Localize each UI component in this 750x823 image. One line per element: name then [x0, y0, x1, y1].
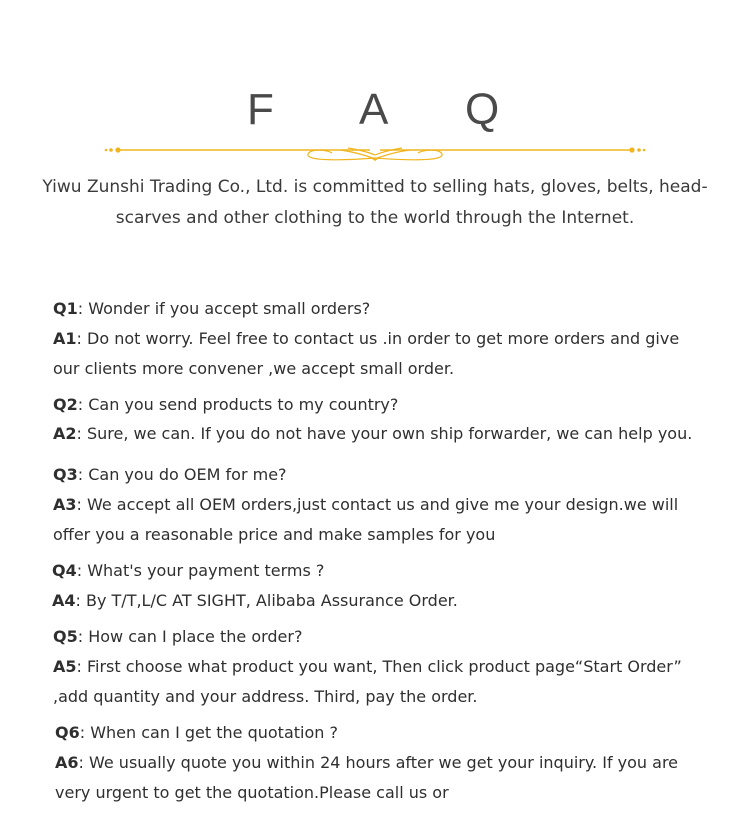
answer-text: : Sure, we can. If you do not have your own ship forwarder, we can help you.	[76, 424, 693, 443]
faq-answer-4	[52, 586, 458, 616]
question-text: : How can I place the order?	[77, 627, 303, 646]
divider-dot-right-1	[643, 149, 646, 152]
question-label: Q2	[53, 395, 78, 414]
answer-label: A5	[53, 657, 77, 676]
divider-dot-left-3	[115, 147, 120, 152]
faq-answer-5	[53, 652, 682, 682]
answer-text: : First choose what product you want, Then click product page“Start Order”	[76, 657, 682, 676]
answer-text: : We usually quote you within 24 hours after we get your inquiry. If you are	[78, 753, 679, 772]
divider-dot-right-3	[629, 147, 634, 152]
faq-answer-6	[55, 748, 678, 778]
faq-question-6	[55, 718, 338, 748]
faq-question-4	[52, 556, 324, 586]
answer-text: : Do not worry. Feel free to contact us .in order to get more orders and give	[76, 329, 680, 348]
question-text: : Can you do OEM for me?	[77, 465, 287, 484]
faq-answer-3-cont: offer you a reasonable price and make samples for you	[53, 525, 496, 544]
divider-dot-left-2	[109, 148, 113, 152]
answer-label: A6	[55, 753, 79, 772]
question-label: Q6	[55, 723, 80, 742]
faq-answer-1	[53, 324, 679, 354]
title-letter-a: A	[359, 85, 389, 134]
question-label: Q5	[53, 627, 78, 646]
faq-question-2	[53, 390, 398, 420]
faq-question-5	[53, 622, 302, 652]
answer-label: A3	[53, 495, 77, 514]
question-text: : Can you send products to my country?	[77, 395, 399, 414]
question-label: Q3	[53, 465, 78, 484]
answer-label: A2	[53, 424, 77, 443]
answer-text: : We accept all OEM orders,just contact us and give me your design.we will	[76, 495, 679, 514]
divider-dot-left-1	[105, 149, 108, 152]
intro-line-1: Yiwu Zunshi Trading Co., Ltd. is committed to selling hats, gloves, belts, head-	[42, 177, 708, 197]
question-text: : Wonder if you accept small orders?	[77, 299, 371, 318]
answer-text: : By T/T,L/C AT SIGHT, Alibaba Assurance Order.	[75, 591, 458, 610]
answer-label: A1	[53, 329, 77, 348]
faq-answer-3	[53, 490, 678, 520]
ornamental-divider	[100, 140, 650, 164]
faq-answer-5-cont: ,add quantity and your address. Third, pay the order.	[53, 687, 478, 706]
title-letter-q: Q	[465, 85, 500, 134]
faq-answer-6-cont: very urgent to get the quotation.Please call us or	[55, 783, 449, 802]
faq-question-1	[53, 294, 370, 324]
question-label: Q4	[52, 561, 77, 580]
question-text: : What's your payment terms ?	[76, 561, 325, 580]
answer-label: A4	[52, 591, 76, 610]
faq-title	[0, 84, 750, 136]
faq-answer-2	[53, 419, 692, 449]
faq-answer-1-cont: our clients more convener ,we accept small order.	[53, 359, 455, 378]
faq-question-3	[53, 460, 287, 490]
title-letter-f: F	[247, 85, 274, 134]
question-label: Q1	[53, 299, 78, 318]
divider-dot-right-2	[637, 148, 641, 152]
intro-text	[40, 172, 710, 234]
question-text: : When can I get the quotation ?	[79, 723, 338, 742]
intro-line-2: scarves and other clothing to the world through the Internet.	[115, 208, 635, 228]
